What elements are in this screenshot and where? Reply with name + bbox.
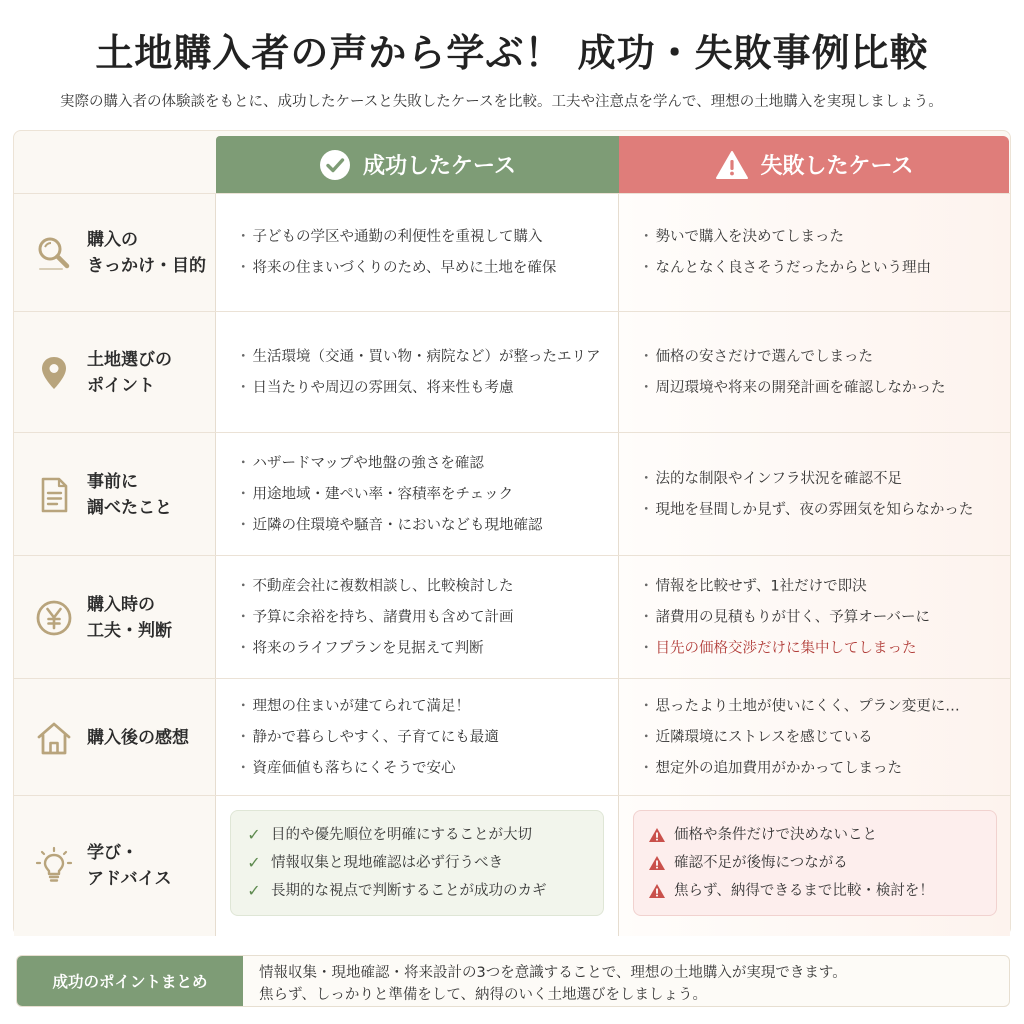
page-subtitle: 実際の購入者の体験談をもとに、成功したケースと失敗したケースを比較。工夫や注意点を学んで、理想の土地購入を実現しましょう。 [60, 94, 943, 110]
failure-item: ・ 諸費用の見積もりが甘く、予算オーバーに [639, 602, 930, 633]
row-label: 学び・ [87, 843, 138, 863]
row-selection [14, 311, 1010, 433]
summary-tag: 成功のポイントまとめ [17, 956, 243, 1006]
success-item: ・ 日当たりや周辺の雰囲気、将来性も考慮 [236, 373, 601, 404]
house-icon [34, 718, 74, 758]
document-icon [34, 475, 74, 515]
success-header [216, 136, 619, 193]
row-label: 土地選びの [87, 349, 172, 370]
summary-box [16, 955, 1010, 1007]
check-icon: ✓ [247, 825, 261, 844]
check-circle-icon [319, 149, 351, 181]
success-item: ・ ハザードマップや地盤の強さを確認 [236, 448, 543, 479]
success-advice-item: ✓ 長期的な視点で判断することが成功のカギ [245, 877, 547, 905]
summary-text: 焦らず、しっかりと準備をして、納得のいく土地選びをしましょう。 [259, 987, 708, 1003]
page-title: 土地購入者の声から学ぶ！ 成功・失敗事例比較 [95, 31, 929, 75]
row-purpose [14, 193, 1010, 312]
success-item: ・ 資産価値も落ちにくそうで安心 [236, 753, 499, 784]
row-decision [14, 555, 1010, 679]
success-item: ・ 予算に余裕を持ち、諸費用も含めて計画 [236, 602, 514, 633]
failure-item: ・ 近隣環境にストレスを感じている [639, 722, 960, 753]
row-label: 購入の [87, 230, 138, 250]
failure-advice-box [633, 810, 997, 916]
row-impression [14, 678, 1010, 796]
yen-coin-icon [34, 598, 74, 638]
warning-icon [648, 855, 666, 871]
failure-item-highlight: ・ 目先の価格交渉だけに集中してしまった [639, 633, 930, 664]
row-research [14, 432, 1010, 556]
magnifier-icon [34, 233, 74, 273]
row-label: 調べたこと [87, 497, 172, 518]
warning-icon [648, 827, 666, 843]
failure-item: ・ 現地を昼間しか見ず、夜の雰囲気を知らなかった [639, 495, 973, 526]
check-icon: ✓ [247, 881, 261, 900]
failure-item: ・ 情報を比較せず、1社だけで即決 [639, 571, 930, 602]
failure-header-label: 失敗したケース [760, 154, 914, 179]
success-advice-box [230, 810, 604, 916]
success-item: ・ 理想の住まいが建てられて満足！ [236, 691, 499, 722]
row-label: 購入時の [87, 594, 155, 615]
success-header-label: 成功したケース [363, 154, 516, 179]
failure-item: ・ 想定外の追加費用がかかってしまった [639, 753, 960, 784]
row-advice [14, 795, 1010, 936]
failure-header [619, 136, 1009, 193]
success-item: ・ 近隣の住環境や騒音・においなども現地確認 [236, 510, 543, 541]
map-pin-icon [34, 353, 74, 393]
row-label: アドバイス [87, 869, 172, 889]
failure-advice-item: 焦らず、納得できるまで比較・検討を！ [648, 877, 934, 905]
failure-advice-item: 確認不足が後悔につながる [648, 849, 934, 877]
success-advice-item: ✓ 目的や優先順位を明確にすることが大切 [245, 821, 547, 849]
failure-advice-item: 価格や条件だけで決めないこと [648, 821, 934, 849]
failure-item: ・ 周辺環境や将来の開発計画を確認しなかった [639, 373, 946, 404]
check-icon: ✓ [247, 853, 261, 872]
failure-item: ・ 法的な制限やインフラ状況を確認不足 [639, 464, 973, 495]
success-item: ・ 将来の住まいづくりのため、早めに土地を確保 [236, 253, 556, 284]
success-item: ・ 用途地域・建ぺい率・容積率をチェック [236, 479, 543, 510]
success-item: ・ 子どもの学区や通勤の利便性を重視して購入 [236, 222, 556, 253]
success-item: ・ 静かで暮らしやすく、子育てにも最適 [236, 722, 499, 753]
failure-item: ・ なんとなく良さそうだったからという理由 [639, 253, 931, 284]
failure-item: ・ 価格の安さだけで選んでしまった [639, 342, 946, 373]
row-label: ポイント [87, 375, 155, 396]
row-label: きっかけ・目的 [87, 256, 206, 276]
row-label: 購入後の感想 [87, 727, 189, 748]
summary-text: 情報収集・現地確認・将来設計の3つを意識することで、理想の土地購入が実現できます。 [259, 965, 847, 981]
warning-icon [648, 883, 666, 899]
failure-item: ・ 勢いで購入を決めてしまった [639, 222, 931, 253]
success-item: ・ 生活環境（交通・買い物・病院など）が整ったエリア [236, 342, 601, 373]
success-advice-item: ✓ 情報収集と現地確認は必ず行うべき [245, 849, 547, 877]
warning-icon [715, 150, 749, 180]
success-item: ・ 不動産会社に複数相談し、比較検討した [236, 571, 514, 602]
row-label: 工夫・判断 [87, 620, 172, 641]
failure-item: ・ 思ったより土地が使いにくく、プラン変更に… [639, 691, 960, 722]
lightbulb-icon [34, 846, 74, 886]
success-item: ・ 将来のライフプランを見据えて判断 [236, 633, 514, 664]
row-label: 事前に [87, 471, 138, 492]
